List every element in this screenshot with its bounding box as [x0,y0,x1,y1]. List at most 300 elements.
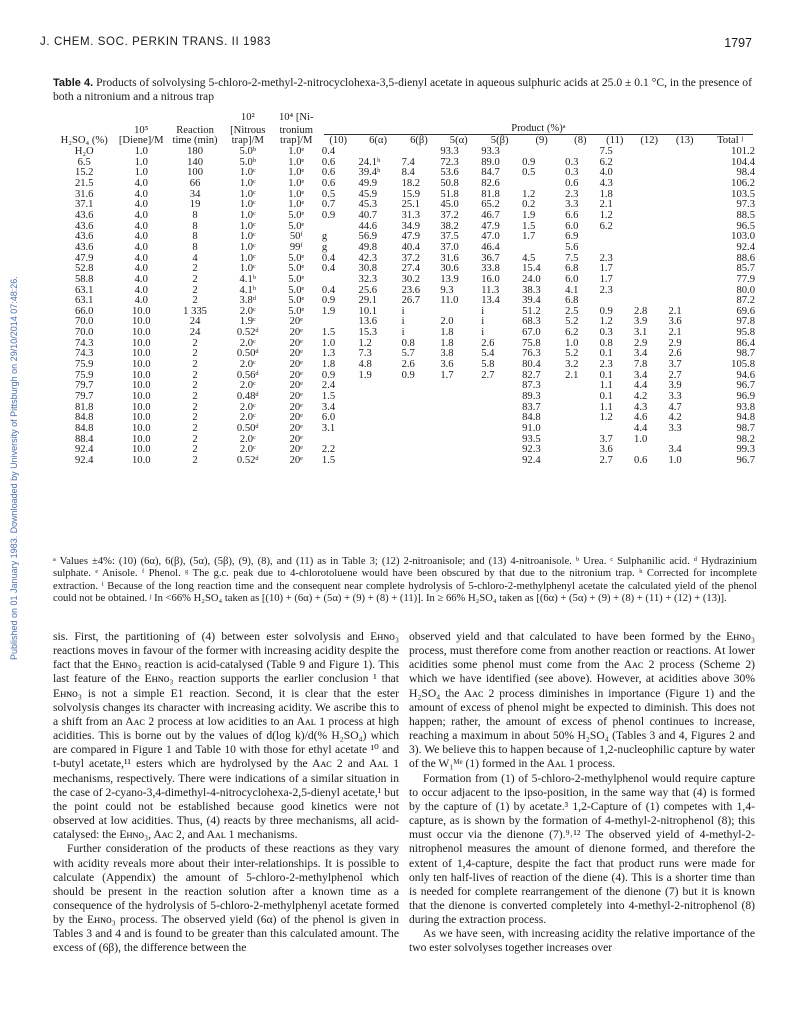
table-cell: 3.9 [668,380,682,392]
table-cell: 0.8 [599,337,613,349]
table-cell: 1.1 [599,401,613,413]
table-cell: 0.6 [321,177,336,189]
table-cell: 37.0 [440,241,459,253]
table-cell [400,435,439,446]
table-cell [400,403,439,414]
table-cell [632,286,666,297]
header-product-col: 6(β) [410,135,428,147]
table-cell: 40.7 [358,209,378,221]
table-cell [632,147,666,158]
table-cell: 3.3 [565,199,579,211]
table-cell: 1.2 [599,316,613,328]
table-cell: 1.0ᶜ [239,231,256,243]
table-cell: 66.0 [74,305,94,317]
table-cell: 0.1 [599,369,613,381]
table-cell: 2.2 [321,444,336,456]
table-cell: 20ᵉ [289,391,303,403]
table-cell: 4.0 [134,284,148,296]
table-cell [479,392,520,403]
table-cell: 97.8 [736,316,755,328]
table-cell: 4.0 [134,263,148,275]
table-cell [666,147,703,158]
table-cell: 1.0ᶜ [239,220,256,232]
header-nitrous-top: 10² [240,112,255,123]
table-cell [479,435,520,446]
table-cell [632,264,666,275]
table-cell: 13.4 [481,295,500,307]
table-cell: 4 [192,252,198,264]
table-cell: 3.7 [668,359,682,371]
table-cell: 1.9 [522,209,536,221]
table-cell: 0.7 [321,199,336,211]
table-cell: 1.0ᶜ [239,167,256,179]
table-cell: 2 [192,455,198,466]
table-cell: 79.7 [74,380,94,392]
table-cell: 20ᵉ [289,380,303,392]
table-cell: 180 [187,145,203,157]
table-cell: 11.0 [440,295,459,307]
table-cell: 86.4 [736,337,755,349]
table-cell: 2.9 [634,337,648,349]
table-cell: 30.6 [440,263,459,275]
header-nitronium: trap]/M [280,135,313,147]
table-cell: 2.1 [668,327,682,339]
table-cell: 76.3 [522,348,541,360]
table-cell: 1.5 [321,455,336,466]
table-cell: 3.6 [668,316,682,328]
table-cell: 3.8ᵈ [239,295,257,307]
table-cell: 82.7 [522,369,541,381]
table-cell: 94.6 [736,369,755,381]
table-cell: 2 [192,369,198,381]
table-cell: 84.8 [74,423,94,435]
table-cell: 6.2 [599,220,613,232]
table-cell: 3.8 [440,348,454,360]
header-h2so4: H₂SO₄ (%) [60,135,108,147]
header-product-col: Total ʲ [717,135,743,147]
table-caption-text: Products of solvolysing 5-chloro-2-methyl-2-nitrocyclohexa-3,5-dienyl acetate in aqueous sulphuric acids at 25.0 ± 0.1 °C, in the presence of both a nitronium and a nitrous trap [53,76,752,103]
table-cell: 100 [187,167,203,179]
table-cell: 1.0 [134,167,148,179]
table-cell: 1.5 [522,220,536,232]
table-cell: 4.6 [634,412,648,424]
table-cell: 10.0 [131,337,151,349]
table-cell [357,381,400,392]
table-cell [666,243,703,254]
table-row [53,211,757,222]
table-cell: 1.8 [440,327,454,339]
table-cell: 87.2 [736,295,755,307]
table-cell: 20ᵉ [289,401,303,413]
table-cell: 5.0ᵉ [288,220,305,232]
table-cell: 2.0ᶜ [239,433,256,445]
table-cell: 5.0ᵉ [288,252,305,264]
table-cell: 45.3 [358,199,378,211]
table-cell: 32.3 [358,273,378,285]
table-cell: 15.9 [401,188,421,200]
table-cell: 10.0 [131,391,151,403]
table-cell: H₂O [74,145,94,157]
table-cell: 2.0ᶜ [239,380,256,392]
table-cell [632,222,666,233]
table-cell [632,275,666,286]
table-cell: 30.8 [358,263,378,275]
table-cell: 34 [189,188,201,200]
table-cell: 10.0 [131,444,151,456]
header-diene: [Diene]/M [118,135,164,147]
table-cell: 1.8 [440,337,454,349]
table-cell: 29.1 [358,295,378,307]
table-cell [438,424,479,435]
table-cell: 2.5 [565,305,579,317]
body-column-right [409,630,755,956]
table-cell: 3.3 [668,391,682,403]
table-cell: 2.3 [599,252,613,264]
table-cell: 3.7 [599,433,613,445]
header-product-col: (10) [329,135,348,147]
table-cell: 2 [192,348,198,360]
table-cell: 10.0 [131,401,151,413]
table-cell: 2.3 [599,359,613,371]
table-cell [563,424,597,435]
table-cell: 0.48ᵈ [236,391,259,403]
table-cell: 2.1 [599,199,613,211]
table-cell: 0.52ᵈ [236,327,259,339]
table-cell: 4.4 [634,423,648,435]
table-cell: 72.3 [440,156,459,168]
body-column-left [53,630,399,956]
table-cell: 31.3 [401,209,421,221]
table-cell [479,445,520,456]
table-cell [563,403,597,414]
table-cell: 1.0ᶜ [239,241,256,253]
table-cell [666,264,703,275]
table-row [53,307,757,318]
table-cell: 103.5 [731,188,755,200]
table-cell [666,158,703,169]
page-number: 1797 [724,36,752,50]
header-nitronium-mid: tronium [279,124,314,136]
journal-title: J. CHEM. SOC. PERKIN TRANS. II 1983 [40,36,272,48]
table-cell [479,403,520,414]
table-cell: 2.7 [481,369,495,381]
table-cell: 8 [192,220,198,232]
table-cell: 5.7 [401,348,415,360]
table-cell: 89.3 [522,391,541,403]
table-cell: 25.1 [401,199,421,211]
body-paragraph: sis. First, the partitioning of (4) between ester solvolysis and Eʜɴᴏ₃ reactions moves in favour of the former with increasing acidity despite the fact that the Eʜɴᴏ₃ reaction is acid-catalysed (Table 9 and Figure 1). This last feature of the Eʜɴᴏ₃ reaction supports the earlier conclusion ¹ that Eʜɴᴏ₃ is not a simple E1 reaction. Second, it is clear that the ester solvolysis changes its character with increasing acidity. We ascribe this to a shift from an Aᴀᴄ 2 process at low acidities to an Aᴀʟ 1 process at high acidities. This is borne out by the values of d(log k)/d(% H₂SO₄) which are compared in Figure 1 and Table 10 with those for ethyl acetate ¹⁰ and t-butyl acetate,¹¹ esters which are hydrolysed by the Aᴀᴄ 2 and Aᴀʟ 1 mechanisms, respectively. There were indications of a similar situation in the case of 2-cyano-3,4-dimethyl-4-nitrocyclohexa-2,5-dienyl acetate,¹ but the point could not be established because good kinetics were not observed at low acidities. Thus, (4) reacts by three mechanisms, all acid-catalysed: the Eʜɴᴏ₃, Aᴀᴄ 2, and Aᴀʟ 1 mechanisms. [53,630,399,842]
table-cell: 4.0 [134,199,148,211]
table-cell: 10.0 [131,412,151,424]
table-cell: 19 [189,199,201,211]
table-cell: 3.6 [440,359,454,371]
table-cell: 81.8 [74,401,94,413]
table-cell: 1.2 [522,188,536,200]
table-cell [357,392,400,403]
table-cell: 10.0 [131,359,151,371]
table-cell [563,413,597,424]
table-cell: 15.2 [74,167,94,179]
table-cell: 96.7 [736,380,755,392]
table-cell: i [401,327,405,339]
table-cell [666,286,703,297]
table-cell [598,232,632,243]
table-cell: 20ᵉ [289,316,303,328]
table-cell: 4.0 [134,295,148,307]
header-time-top: Reaction [176,124,214,136]
table-cell: 5.6 [565,241,579,253]
table-cell: 6.0 [565,220,579,232]
table-cell [438,413,479,424]
header-product-col: (12) [640,135,659,147]
table-cell: 70.0 [74,327,94,339]
table-cell: 4.0 [134,220,148,232]
table-cell: 23.6 [401,284,421,296]
table-cell: 1.0ᶜ [239,263,256,275]
header-product-group: Product (%)ᵃ [324,124,753,136]
table-cell: 2.1 [565,369,579,381]
table-cell: 6.0 [321,412,336,424]
table-cell: 6.2 [565,327,579,339]
table-cell: 58.8 [74,273,94,285]
table-cell: 1.7 [440,369,454,381]
table-cell: 0.4 [321,284,336,296]
table-cell: 84.7 [481,167,500,179]
table-cell [479,413,520,424]
table-cell: 10.1 [358,305,378,317]
table-cell [632,211,666,222]
table-cell: 0.56ᵈ [236,369,259,381]
table-row [53,371,757,382]
table-cell: 5.0ᵇ [239,145,257,157]
table-cell: 4.1ᵇ [239,273,257,285]
body-paragraph: Further consideration of the products of these reactions as they vary with acidity reveals more about their inter-relationships. It is possible to calculate (Appendix) the amount of 5-chloro-2-methylphenol which should be present in the reaction solution after a known time as a consequence of the hydrolysis of 5-chloro-2-methylphenyl acetate formed by the Eʜɴᴏ₃ process. The observed yield (6α) of the phenol is given in Tables 3 and 4 and is found to be greater than this calculated amount. The excess of (6β), the difference between the [53,842,399,955]
table-cell [632,190,666,201]
table-cell: 4.7 [668,401,682,413]
table-cell: 1.0ᵉ [288,177,305,189]
table-cell: 2 [192,337,198,349]
table-cell: 1.0 [321,337,336,349]
table-cell: 6.5 [77,156,91,168]
table-cell: 5.2 [565,316,579,328]
table-cell: 0.6 [634,455,648,466]
table-cell: i [481,305,485,317]
table-cell: 20ᵉ [289,327,303,339]
table-cell: 53.6 [440,167,459,179]
table-cell: 8 [192,231,198,243]
table-cell: 0.50ᵈ [236,423,259,435]
table-cell: 106.2 [731,177,755,189]
table-cell [632,200,666,211]
table-cell: g [321,231,328,243]
header-product-col: (11) [606,135,624,147]
table-cell: 4.4 [634,380,648,392]
table-cell: 8 [192,209,198,221]
table-cell: 4.0 [134,273,148,285]
table-cell: 10.0 [131,327,151,339]
table-cell: 43.6 [74,241,94,253]
table-cell: 2.0ᶜ [239,412,256,424]
table-cell [563,381,597,392]
table-cell: 2.0ᶜ [239,337,256,349]
table-cell: 2.6 [668,348,682,360]
table-cell: 2.8 [634,305,648,317]
table-cell: 38.3 [522,284,541,296]
table-cell: 5.0ᵉ [288,284,305,296]
table-cell: 104.4 [731,156,755,168]
table-cell: 5.4 [481,348,495,360]
table-cell: 0.50ᵈ [236,348,259,360]
table-cell: 7.3 [358,348,372,360]
table-cell: 1.0ᵉ [288,199,305,211]
header-nitronium-top: 10⁴ [Ni- [278,112,314,123]
table-cell: 5.8 [481,359,495,371]
table-cell [632,243,666,254]
table-cell: 2 [192,295,198,307]
table-cell: 40.4 [401,241,421,253]
table-cell: 31.6 [440,252,459,264]
table-cell: 31.6 [74,188,94,200]
table-row [53,424,757,435]
table-cell: 63.1 [74,284,94,296]
table-cell: 1.0ᵉ [288,156,305,168]
table-cell: 1.0 [668,455,682,466]
table-cell [666,275,703,286]
table-cell: 0.4 [321,145,336,157]
table-cell: 4.3 [634,401,648,413]
table-cell: 0.6 [565,177,579,189]
table-cell: 1.0ᶜ [239,177,256,189]
table-cell: 4.0 [599,167,613,179]
table-cell: 0.52ᵈ [236,455,259,466]
table-cell: 96.9 [736,391,755,403]
table-cell: 2 [192,359,198,371]
table-cell [438,381,479,392]
table-cell: 2.3 [599,284,613,296]
table-cell: 24 [189,316,201,328]
table-cell: 3.2 [565,359,579,371]
table-cell: 2 [192,433,198,445]
table-cell: 34.9 [401,220,421,232]
table-cell [438,445,479,456]
table-cell [400,424,439,435]
table-cell: 99ᶠ [289,241,303,253]
table-cell: 2 [192,263,198,275]
table-cell [357,445,400,456]
table-cell: 74.3 [74,348,94,360]
table-cell: 4.1ᵇ [239,284,257,296]
table-cell: 46.4 [481,241,500,253]
table-cell: 2.0ᶜ [239,401,256,413]
table-cell: 2.0 [440,316,454,328]
table-cell: 15.3 [358,327,378,339]
table-cell: 42.3 [358,252,378,264]
table-cell: 21.5 [74,177,94,189]
table-cell: 1.7 [599,263,613,275]
table-cell [563,456,597,467]
table-cell: 4.0 [134,252,148,264]
table-cell: 20ᵉ [289,337,303,349]
table-cell: 96.7 [736,455,755,466]
table-cell [666,232,703,243]
table-cell: 105.8 [731,359,755,371]
table-cell: 6.2 [599,156,613,168]
table-cell [479,424,520,435]
table-cell: i [481,327,485,339]
table-cell: 10.0 [131,369,151,381]
table-cell: 0.4 [321,252,336,264]
table-cell: 88.6 [736,252,755,264]
header-product-col: (9) [535,135,548,147]
table-row [53,392,757,403]
table-cell: 1.2 [599,412,613,424]
table-cell: 0.1 [599,348,613,360]
table-cell [400,445,439,456]
table-cell: 92.4 [74,444,94,456]
table-cell: 26.7 [401,295,421,307]
table-cell [563,392,597,403]
table-cell: 103.0 [731,231,755,243]
table-cell: 140 [187,156,203,168]
table-cell [520,179,563,190]
table-cell: 11.3 [481,284,500,296]
table-cell: i [401,316,405,328]
table-cell: 15.4 [522,263,541,275]
table-row [53,296,757,307]
table-cell: 13.6 [358,316,378,328]
table-cell: 47.9 [401,231,421,243]
table-cell: 51.8 [440,188,459,200]
table-cell: 10.0 [131,380,151,392]
table-cell: 7.4 [401,156,415,168]
table-cell: 1.2 [358,337,372,349]
table-cell: 1.8 [321,359,336,371]
table-cell [632,179,666,190]
table-cell: 0.3 [565,156,579,168]
table-cell: 92.4 [522,455,541,466]
table-cell [357,435,400,446]
table-cell: 5.2 [565,348,579,360]
table-cell: 38.2 [440,220,459,232]
table-cell: 6.0 [565,273,579,285]
table-cell: 85.7 [736,263,755,275]
table-cell [357,403,400,414]
table-cell: 45.9 [358,188,378,200]
table-cell: 93.3 [481,145,500,157]
table-cell: 1.9 [358,369,372,381]
table-cell: 0.8 [401,337,415,349]
table-cell: 4.5 [522,252,536,264]
table-cell: 89.0 [481,156,500,168]
products-table [53,113,757,467]
table-cell: 47.9 [481,220,500,232]
header-diene-top: 10⁵ [134,124,149,136]
table-cell: 20ᵉ [289,348,303,360]
table-cell: 0.6 [321,156,336,168]
table-cell: 1.0 [634,433,648,445]
table-cell: 2.7 [668,369,682,381]
table-header [53,113,757,147]
table-cell: 98.2 [736,433,755,445]
table-cell [438,403,479,414]
table-cell: 0.9 [321,369,336,381]
table-cell: 1.0ᵉ [288,188,305,200]
table-cell [563,435,597,446]
table-cell [357,424,400,435]
table-cell: 6.8 [565,295,579,307]
table-cell: 2 [192,401,198,413]
table-row [53,179,757,190]
